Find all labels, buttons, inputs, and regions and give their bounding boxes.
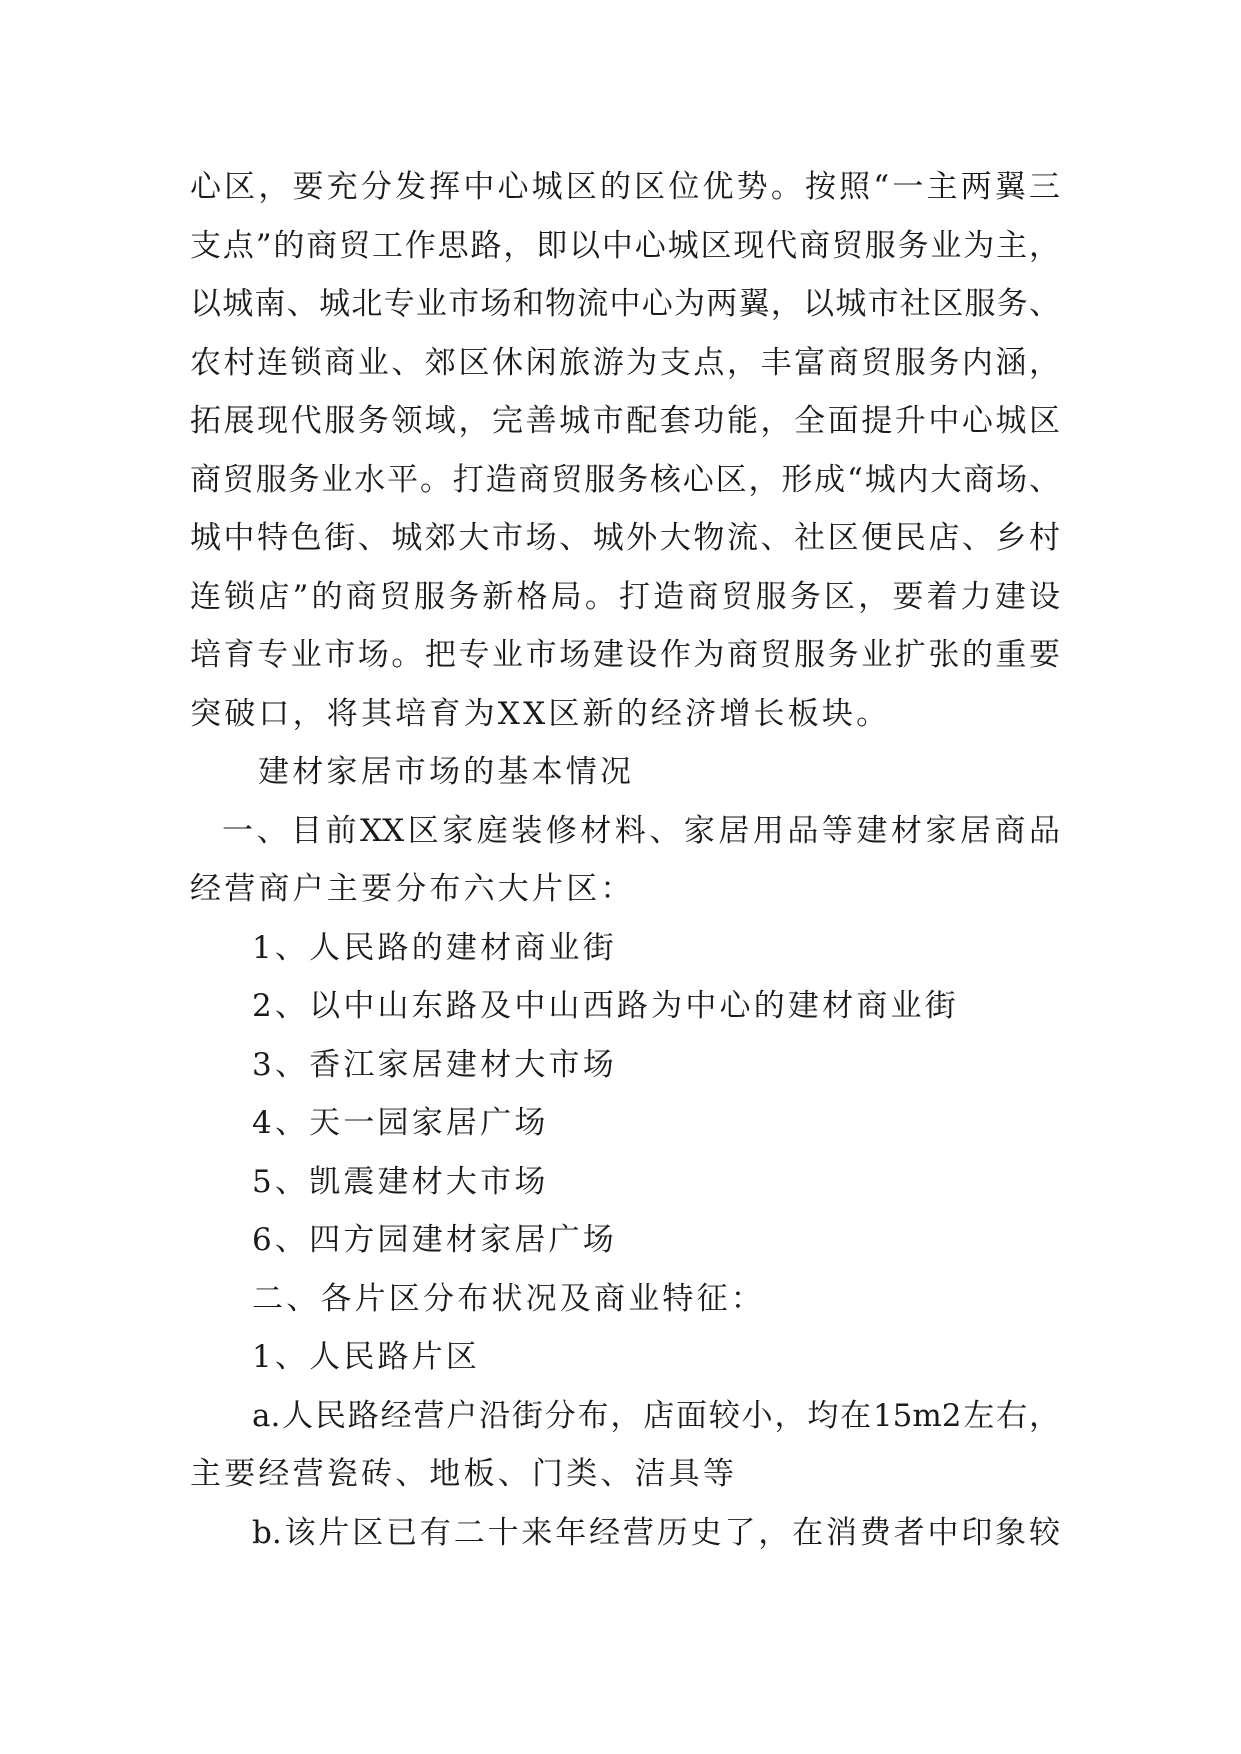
list-item: 3、香江家居建材大市场: [252, 1046, 617, 1083]
intro-paragraph: [190, 158, 1060, 743]
list-item: 4、天一园家居广场: [252, 1105, 549, 1141]
point-a-paragraph: [190, 1387, 1060, 1504]
text-line: 突破口，将其培育为XX区新的经济增长板块。: [190, 695, 891, 732]
section-heading: 建材家居市场的基本情况: [258, 754, 635, 790]
text-line: 以城南、城北专业市场和物流中心为两翼，以城市社区服务、: [190, 286, 1060, 322]
list-item: 5、凯震建材大市场: [252, 1163, 549, 1200]
text-line: a.人民路经营户沿街分布，店面较小，均在15m2左右，: [252, 1397, 1060, 1434]
text-line: 主要经营瓷砖、地板、门类、洁具等: [190, 1456, 738, 1492]
text-line: 培育专业市场。把专业市场建设作为商贸服务业扩张的重要: [190, 637, 1060, 673]
text-line: 城中特色街、城郊大市场、城外大物流、社区便民店、乡村: [190, 520, 1060, 556]
text-line: 经营商户主要分布六大片区：: [190, 871, 635, 907]
text-line: 一、目前XX区家庭装修材料、家居用品等建材家居商品: [222, 812, 1060, 849]
text-line: 农村连锁商业、郊区休闲旅游为支点，丰富商贸服务内涵，: [190, 344, 1060, 381]
text-line: 拓展现代服务领域，完善城市配套功能，全面提升中心城区: [190, 403, 1060, 439]
text-line: 心区，要充分发挥中心城区的区位优势。按照“一主两翼三: [190, 169, 1060, 205]
subsection-heading: 1、人民路片区: [252, 1339, 481, 1375]
text-line: 连锁店”的商贸服务新格局。打造商贸服务区，要着力建设: [190, 578, 1060, 615]
list-item: 1、人民路的建材商业街: [252, 929, 617, 966]
area-list: [190, 919, 1060, 1270]
document-body: [190, 158, 1060, 1562]
list-item: 2、以中山东路及中山西路为中心的建材商业街: [252, 988, 959, 1024]
text-line: b.该片区已有二十来年经营历史了，在消费者中印象较: [252, 1514, 1060, 1551]
text-line: 商贸服务业水平。打造商贸服务核心区，形成“城内大商场、: [190, 461, 1060, 498]
section-two-heading: 二、各片区分布状况及商业特征：: [252, 1280, 765, 1317]
text-line: 支点”的商贸工作思路，即以中心城区现代商贸服务业为主，: [190, 227, 1060, 264]
list-item: 6、四方园建材家居广场: [252, 1222, 617, 1258]
section-one-paragraph: [190, 802, 1060, 919]
point-b-paragraph: [190, 1504, 1060, 1563]
